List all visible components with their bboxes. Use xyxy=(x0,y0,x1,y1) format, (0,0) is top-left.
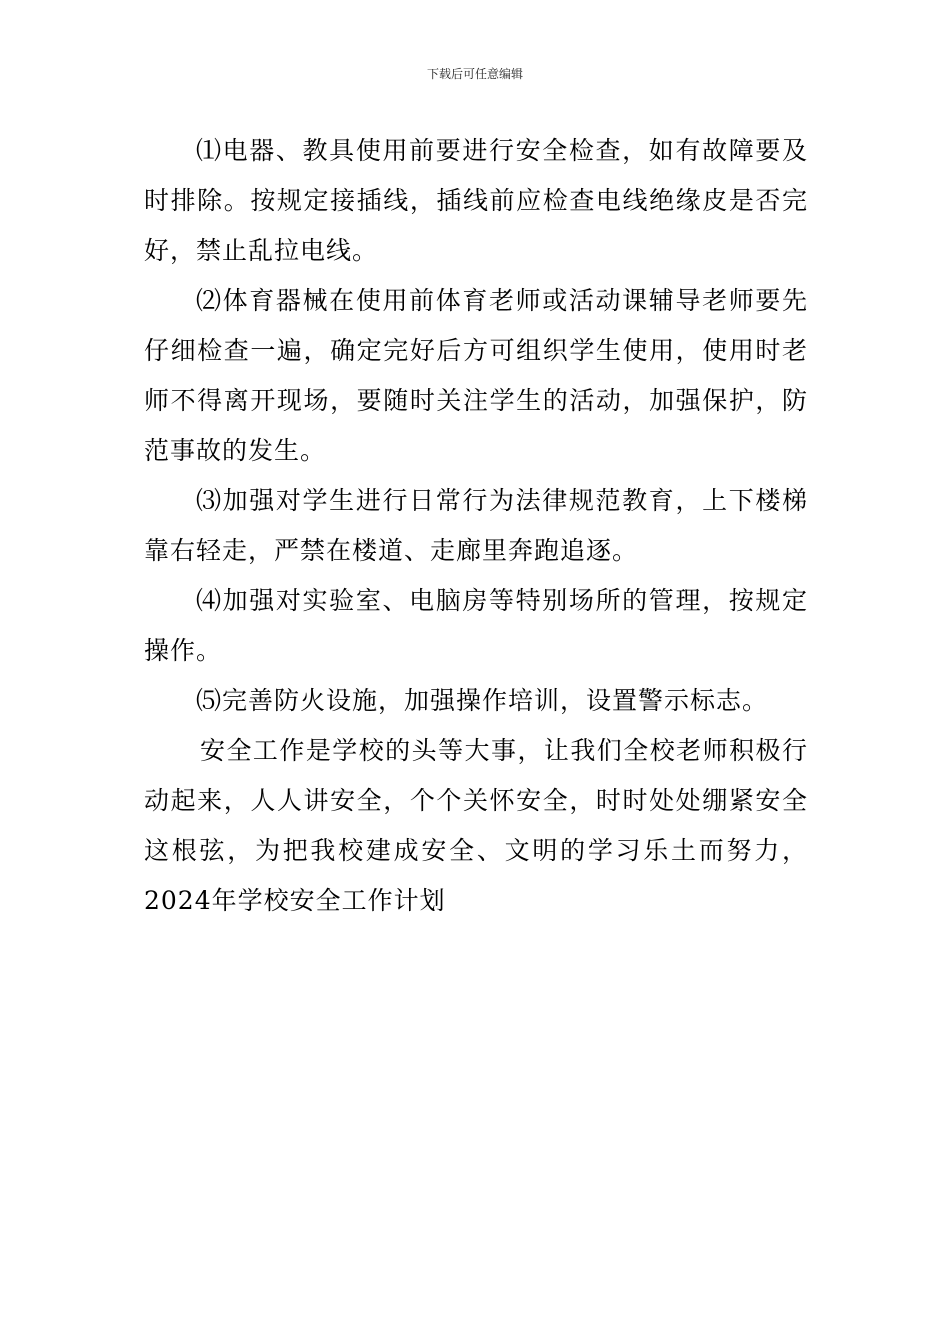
paragraph-4: ⑷加强对实验室、电脑房等特别场所的管理，按规定操作。 xyxy=(144,586,808,665)
paragraph-3: ⑶加强对学生进行日常行为法律规范教育，上下楼梯靠右轻走，严禁在楼道、走廊里奔跑追逐。 xyxy=(144,486,808,565)
paragraph-2: ⑵体育器械在使用前体育老师或活动课辅导老师要先仔细检查一遍，确定完好后方可组织学生使用，使用时老师不得离开现场，要随时关注学生的活动，加强保护，防范事故的发生。 xyxy=(144,286,808,465)
paragraph-6: 安全工作是学校的头等大事，让我们全校老师积极行动起来，人人讲安全，个个关怀安全，时时处处绷紧安全这根弦，为把我校建成安全、文明的学习乐土而努力，2024年学校安全工作计划 xyxy=(144,736,808,915)
paragraph-5: ⑸完善防火设施，加强操作培训，设置警示标志。 xyxy=(196,686,769,715)
page-header: 下载后可任意编辑 xyxy=(426,67,523,81)
paragraph-1: ⑴电器、教具使用前要进行安全检查，如有故障要及时排除。按规定接插线，插线前应检查电线绝缘皮是否完好，禁止乱拉电线。 xyxy=(144,136,808,265)
document-body xyxy=(144,126,808,926)
